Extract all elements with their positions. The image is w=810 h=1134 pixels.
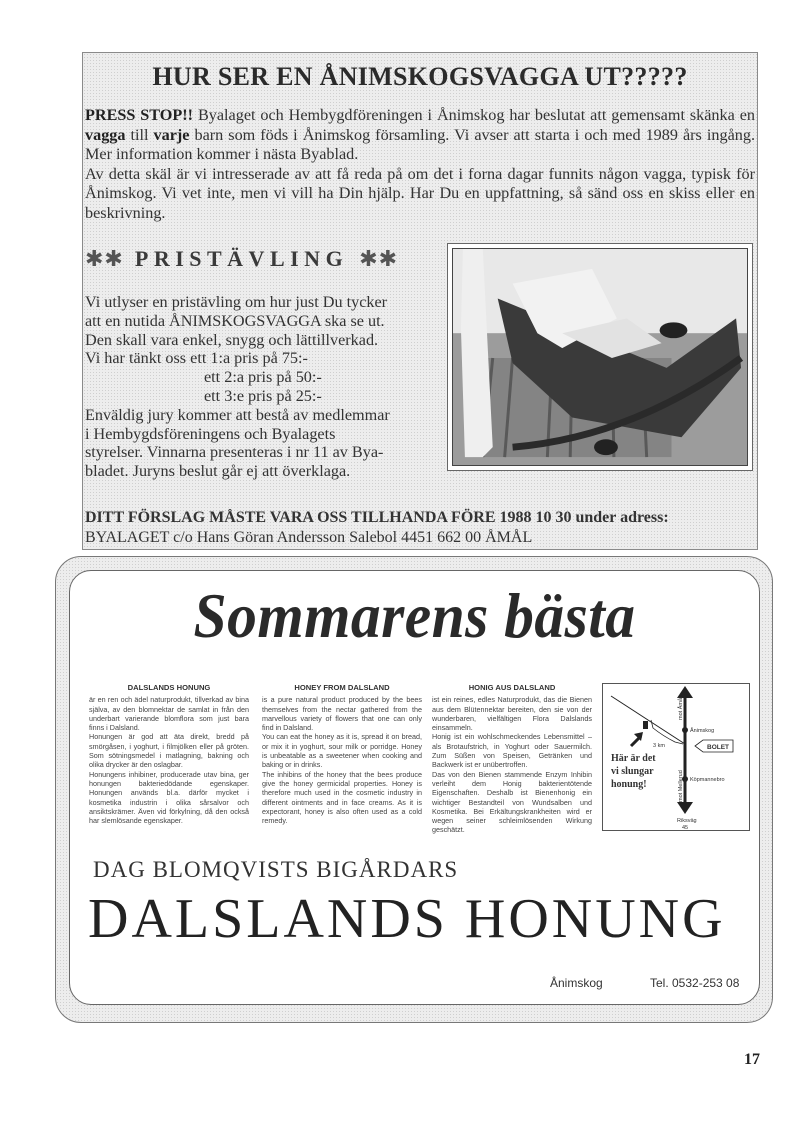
column-paragraph: Honungens inhibiner, producerade utav bina, ger honungen bakteriedödande egenskaper. Honungen används bl.a. därför mycket i kosmetika industrin i olika sårsalvor och ansiktskrämer. Även vid förkylning, då den också har slemlösande egenskaper.	[89, 769, 249, 826]
stop-label-kopmannebro: Köpmannebro	[690, 777, 725, 783]
contest-line: bladet. Juryns beslut går ej att överklaga.	[85, 462, 351, 481]
honey-ad	[69, 570, 760, 1005]
side-road	[611, 696, 685, 744]
column-paragraph: Honungen är god att äta direkt, bredd på smörgåsen, i yoghurt, i filmjölken eller på gröten. Som sötningsmedel i matlagning, bakning och olika drycker är den oslagbar.	[89, 732, 249, 770]
contest-line: Vi utlyser en pristävling om hur just Du tycker	[85, 293, 388, 311]
prize-line: ett 2:a pris på 50:-	[204, 368, 322, 387]
stop-label-animskog: Ånimskog	[690, 728, 715, 734]
map-caption-line: honung!	[611, 779, 647, 790]
contest-heading-text: PRISTÄVLING	[134, 246, 349, 271]
contest-line: att en nutida ÅNIMSKOGSVAGGA ska se ut.	[85, 311, 385, 330]
column-heading: DALSLANDS HONUNG	[127, 683, 211, 692]
arrow-down-icon	[677, 802, 693, 814]
contest-line: Den skall vara enkel, snygg och lättillverkad.	[85, 330, 379, 349]
column-paragraph: är en ren och ädel naturprodukt, tillverkad av bina själva, av den blomnektar de samlat in från den underbart varierande blomflora som just bara finns i Dalsland.	[89, 695, 249, 733]
distance-label: 3 km	[653, 743, 665, 749]
deadline-block	[85, 508, 669, 548]
ad-headline: Sommarens bästa	[193, 580, 636, 651]
ad-column-english	[262, 683, 422, 825]
arrow-up-icon	[677, 686, 693, 698]
contest-line: Enväldig jury kommer att bestå av medlemmar	[85, 405, 390, 424]
notice-title: HUR SER EN ÅNIMSKOGSVAGGA UT?????	[152, 62, 688, 91]
intro-paragraph-1	[85, 106, 755, 165]
intro-paragraph-2: Av detta skäl är vi intresserade av att få reda på om det i forna dagar funnits någon vagga, typisk för Ånimskog. Vi vet inte, men vi vill ha Din hjälp. Har Du en uppfattning, så sänd oss en skiss eller en beskrivning.	[85, 164, 755, 222]
intro-text: barn som föds i Ånimskog församling. Vi avser att starta i och med 1989 års ingång. Mer information kommer i nästa Byablad.	[85, 125, 755, 164]
farm-building-icon	[643, 721, 648, 729]
north-direction-label: mot Åmål	[678, 696, 684, 720]
asterisks-icon: ✱✱	[359, 246, 399, 271]
contest-line: Vi har tänkt oss ett 1:a pris på 75:-	[85, 349, 308, 368]
cradle-photo	[452, 248, 748, 466]
pointer-arrow-icon	[631, 732, 643, 746]
column-paragraph: Honig ist ein wohlschmeckendes Lebensmittel – als Brotaufstrich, in Yoghurt oder Sauermilch. Zum Süßen von Speisen, Getränken und Backwerk ist er unübertroffen.	[432, 732, 592, 770]
emphasis-varje: varje	[153, 125, 190, 144]
prize-line: ett 3:e pris på 25:-	[204, 386, 322, 405]
column-heading: HONEY FROM DALSLAND	[294, 683, 390, 692]
map-caption-line: vi slungar	[611, 766, 654, 777]
ad-column-german	[432, 683, 592, 835]
column-paragraph: Das von den Bienen stammende Enzym Inhibin verleiht dem Honig bakterientötende Eigenschaften. Deshalb ist Bienenhonig ein wichtiger Bestandteil von Wundsalben und Kosmetika. Bei Erkältungskrankheiten wird er wegen seiner schleimlösenden Wirkung geschätzt.	[432, 769, 592, 835]
contest-body	[85, 293, 425, 481]
brand-name: DALSLANDS HONUNG	[88, 888, 726, 950]
column-paragraph: is a pure natural product produced by the bees themselves from the nectar gathered from the marvellous variety of flowers that one can only find in Dalsland.	[262, 695, 422, 733]
ad-phone: Tel. 0532-253 08	[650, 976, 740, 990]
press-stop-lead: PRESS STOP!!	[85, 106, 194, 124]
column-paragraph: The inhibins of the honey that the bees produce give the honey germicidal properties. Honey is therefore much used in the cosmetic industry in different ointments and in face creams. As it is expectorant, honey is also often used as a cold remedy.	[262, 769, 422, 826]
notice-intro	[85, 106, 755, 224]
map-drawing	[603, 684, 749, 830]
south-direction-label: mot Mellerud	[678, 770, 684, 802]
ad-column-swedish	[89, 683, 249, 825]
location-map	[602, 683, 750, 831]
column-paragraph: ist ein reines, edles Naturprodukt, das die Bienen aus dem Blütennektar bereiten, den sie von der wunderbaren, vielfältigen Flora Dalslands einsammeln.	[432, 695, 592, 733]
deadline-line: DITT FÖRSLAG MÅSTE VARA OSS TILLHANDA FÖRE 1988 10 30 under adress:	[85, 509, 669, 526]
cradle-photo-frame	[447, 243, 753, 471]
column-heading: HONIG AUS DALSLAND	[468, 683, 556, 692]
contest-heading	[85, 246, 398, 272]
stop-dot	[682, 727, 688, 733]
map-caption-line: Här är det	[611, 753, 656, 764]
intro-text: till	[125, 125, 154, 144]
emphasis-vagga: vagga	[85, 125, 126, 144]
page-number: 17	[744, 1051, 760, 1068]
road-label: Riksväg	[677, 818, 697, 824]
contest-line: styrelser. Vinnarna presenteras i nr 11 av Bya-	[85, 443, 384, 462]
contest-line: i Hembygdsföreningens och Byalagets	[85, 424, 336, 443]
asterisks-icon: ✱✱	[85, 246, 124, 271]
address-line: BYALAGET c/o Hans Göran Andersson Salebol 4451 662 00 ÅMÅL	[85, 529, 533, 546]
producer-name: DAG BLOMQVISTS BIGÅRDARS	[93, 857, 459, 882]
ad-location: Ånimskog	[550, 976, 603, 990]
road-number: 45	[682, 825, 689, 830]
intro-text: Byalaget och Hembygdföreningen i Ånimskog har beslutat att gemensamt skänka en	[193, 106, 755, 124]
column-paragraph: You can eat the honey as it is, spread it on bread, or mix it in yoghurt, sour milk or porridge. Honey is unbeatable as a sweetener when cooking and baking or in drinks.	[262, 732, 422, 770]
cradle-notice-box	[82, 52, 758, 550]
bolet-sign-label: BOLET	[707, 744, 730, 751]
cradle-photo-image	[453, 249, 747, 465]
